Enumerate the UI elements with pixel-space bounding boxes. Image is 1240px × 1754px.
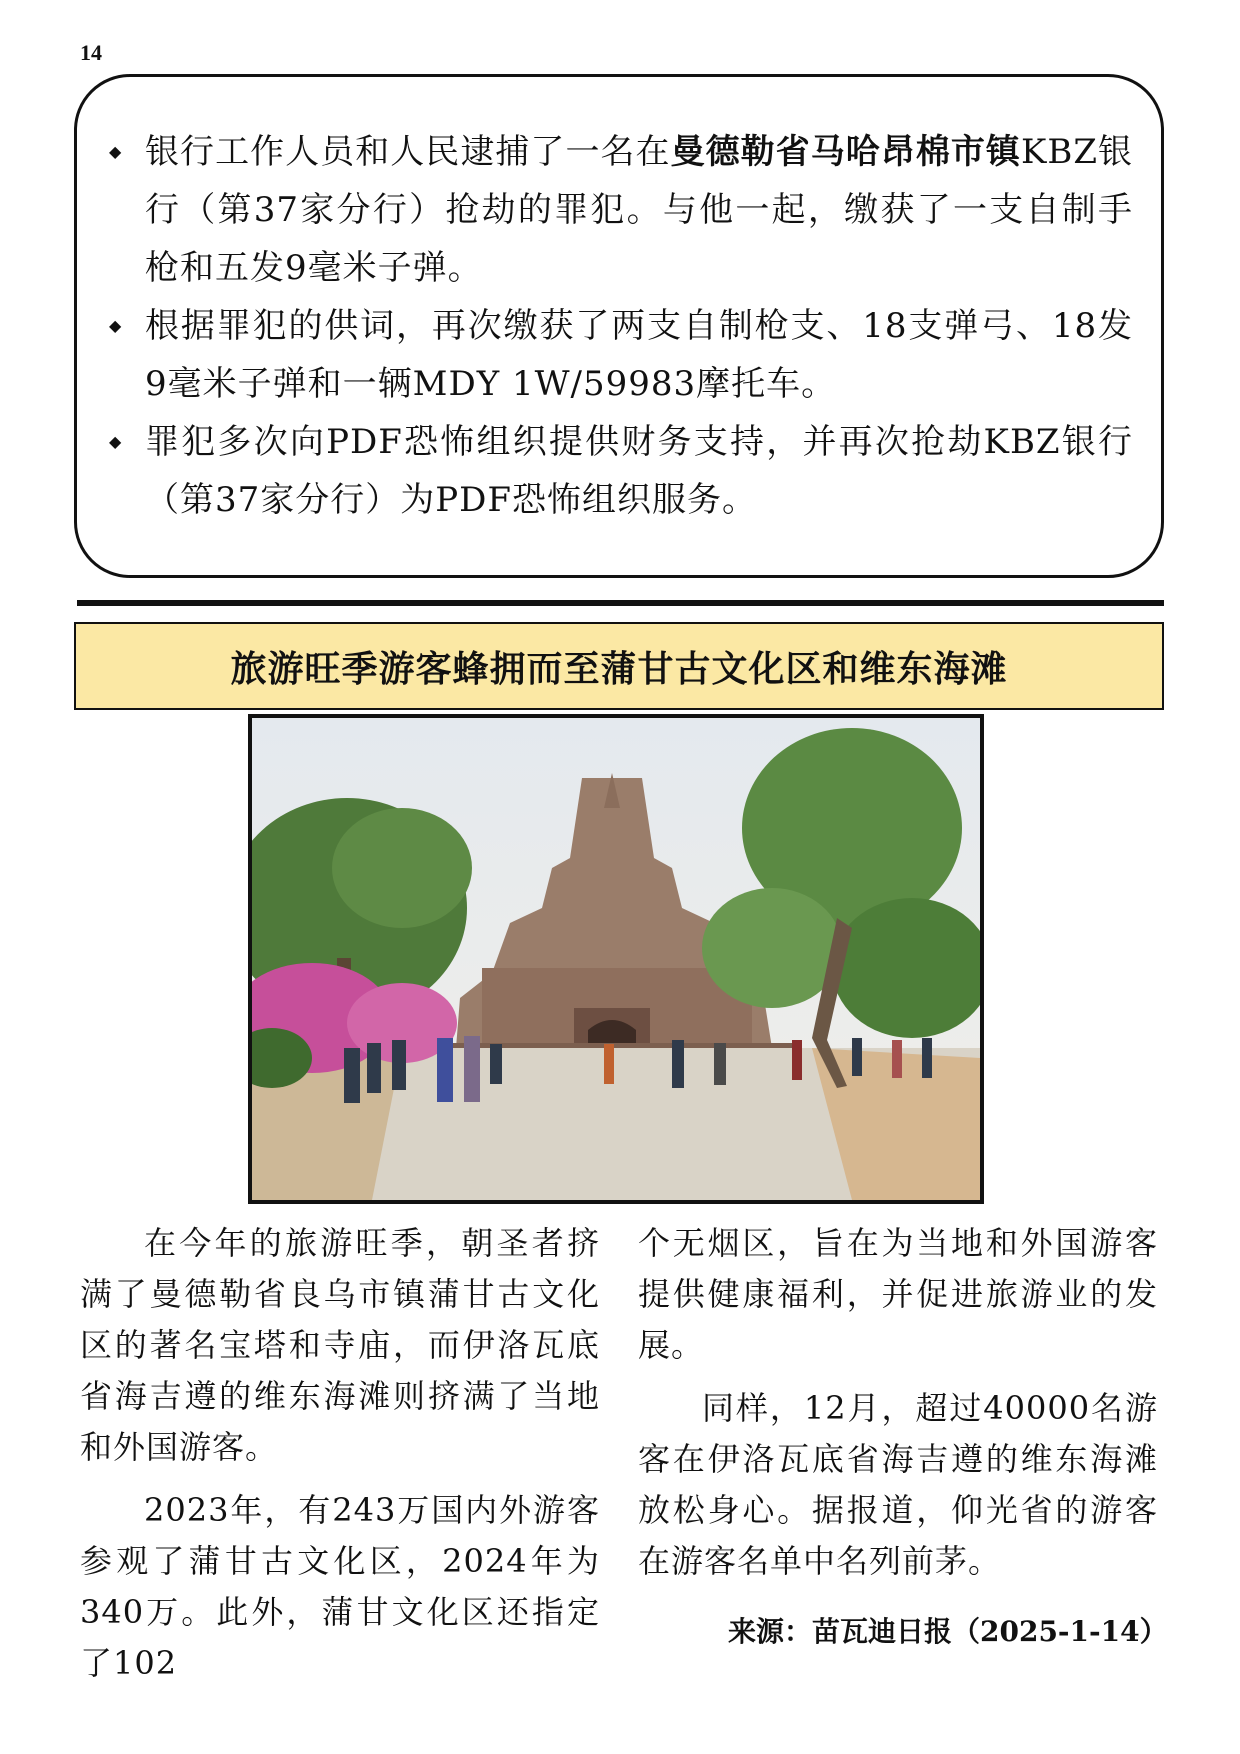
article-column-right <box>638 1218 1158 1599</box>
bullet-text-before: 罪犯多次向PDF恐怖组织提供财务支持，并再次抢劫KBZ银行（第37家分行）为PDF恐怖组织服务。 <box>145 422 1133 520</box>
diamond-bullet-icon: ◆ <box>109 316 122 335</box>
article-paragraph: 同样，12月，超过40000名游客在伊洛瓦底省海吉遵的维东海滩放松身心。据报道，仰光省的游客在游客名单中名列前茅。 <box>638 1389 1158 1580</box>
article-headline: 旅游旺季游客蜂拥而至蒲甘古文化区和维东海滩 <box>230 648 1008 690</box>
article-paragraph-continued: 个无烟区，旨在为当地和外国游客提供健康福利，并促进旅游业的发展。 <box>638 1224 1158 1364</box>
bagan-temple-photo <box>252 718 980 1200</box>
bullet-text <box>145 123 1133 297</box>
section-divider <box>77 600 1164 606</box>
bullet-text-bold: 曼德勒省马哈昂棉市镇 <box>670 132 1021 172</box>
article-paragraph: 在今年的旅游旺季，朝圣者挤满了曼德勒省良乌市镇蒲甘古文化区的著名宝塔和寺庙，而伊洛瓦底省海吉遵的维东海滩则挤满了当地和外国游客。 <box>80 1224 600 1466</box>
diamond-bullet-icon: ◆ <box>109 142 122 161</box>
bullet-item <box>107 413 1133 529</box>
bullet-item <box>107 297 1133 413</box>
article-paragraph: 2023年，有243万国内外游客参观了蒲甘古文化区，2024年为340万。此外，蒲甘文化区还指定了102 <box>80 1491 600 1682</box>
article-photo <box>248 714 984 1204</box>
article-column-left <box>80 1218 600 1701</box>
news-bullet-box <box>74 74 1164 578</box>
bullet-text-before: 根据罪犯的供词，再次缴获了两支自制枪支、18支弹弓、18发9毫米子弹和一辆MDY 1W/59983摩托车。 <box>145 306 1133 404</box>
bullet-text <box>145 413 1133 529</box>
bullet-text-before: 银行工作人员和人民逮捕了一名在 <box>145 132 671 172</box>
bullet-text-after: KBZ银行（第37家分行）抢劫的罪犯。与他一起，缴获了一支自制手枪和五发9毫米子弹。 <box>145 132 1134 288</box>
page-number: 14 <box>80 40 102 65</box>
article-source: 来源：苗瓦迪日报（2025-1-14） <box>728 1615 1168 1648</box>
headline-box <box>74 622 1164 710</box>
bullet-item <box>107 123 1133 297</box>
bullet-text <box>145 297 1133 413</box>
diamond-bullet-icon: ◆ <box>109 432 122 451</box>
